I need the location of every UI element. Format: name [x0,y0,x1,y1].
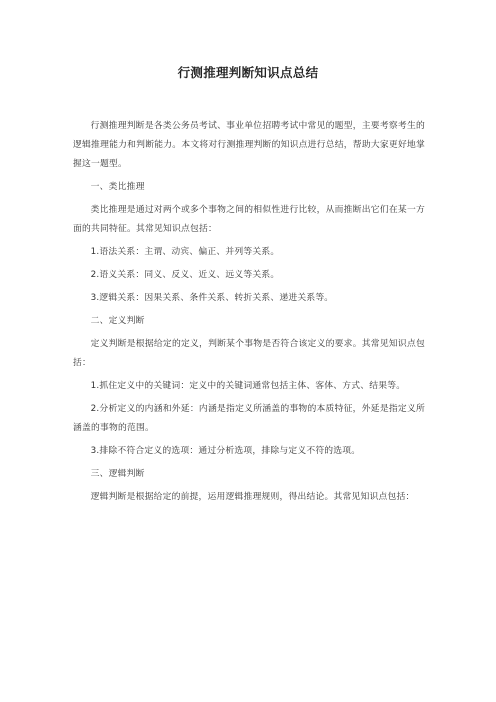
document-title: 行测推理判断知识点总结 [177,65,319,80]
document-body [73,117,425,511]
list-item-definition-3: 3.排除不符合定义的选项：通过分析选项，排除与定义不符的选项。 [90,446,361,456]
heading-definition: 二、定义判断 [90,316,145,326]
list-item-definition-2: 2.分析定义的内涵和外延：内涵是指定义所涵盖的事物的本质特征，外延是指定义所涵盖的事物的范围。 [73,404,425,433]
list-item-analogy-2: 2.语义关系：同义、反义、近义、远义等关系。 [90,270,280,280]
paragraph-definition-desc: 定义判断是根据给定的定义，判断某个事物是否符合该定义的要求。其常见知识点包括： [73,339,425,368]
heading-logic: 三、逻辑判断 [90,469,145,479]
paragraph-logic-desc: 逻辑判断是根据给定的前提，运用逻辑推理规则，得出结论。其常见知识点包括： [90,492,415,502]
list-item-analogy-1: 1.语法关系：主谓、动宾、偏正、并列等关系。 [90,247,280,257]
list-item-definition-1: 1.抓住定义中的关键词：定义中的关键词通常包括主体、客体、方式、结果等。 [90,381,406,391]
paragraph-intro: 行测推理判断是各类公务员考试、事业单位招聘考试中常见的题型，主要考察考生的逻辑推理能力和判断能力。本文将对行测推理判断的知识点进行总结，帮助大家更好地掌握这一题型。 [73,121,425,169]
list-item-analogy-3: 3.逻辑关系：因果关系、条件关系、转折关系、递进关系等。 [90,293,334,303]
heading-analogy: 一、类比推理 [90,182,145,192]
paragraph-analogy-desc: 类比推理是通过对两个或多个事物之间的相似性进行比较，从而推断出它们在某一方面的共同特征。其常见知识点包括： [73,205,425,234]
